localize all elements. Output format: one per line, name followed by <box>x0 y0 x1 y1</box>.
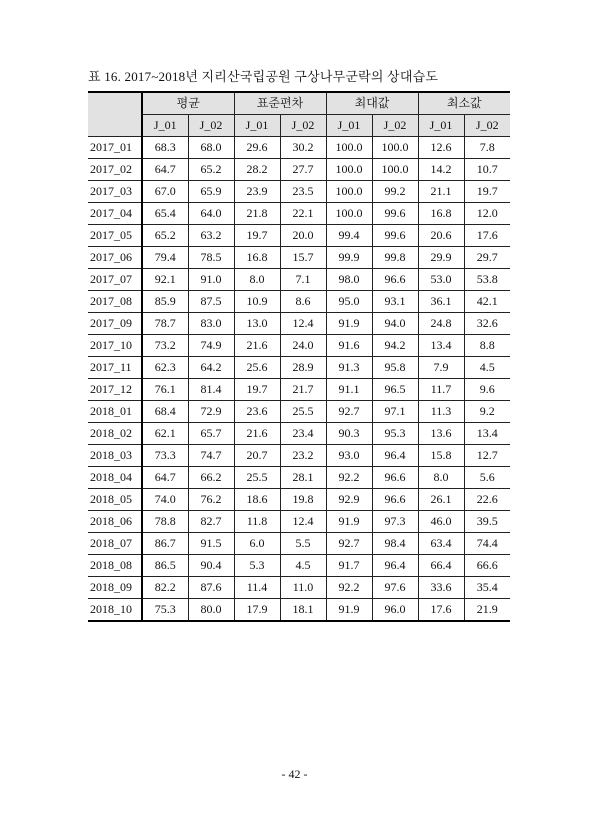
value-cell: 92.7 <box>326 401 372 423</box>
value-cell: 13.0 <box>234 313 280 335</box>
value-cell: 83.0 <box>188 313 234 335</box>
value-cell: 96.5 <box>372 379 418 401</box>
value-cell: 72.9 <box>188 401 234 423</box>
value-cell: 62.3 <box>142 357 188 379</box>
value-cell: 22.1 <box>280 203 326 225</box>
value-cell: 21.1 <box>418 181 464 203</box>
value-cell: 14.2 <box>418 159 464 181</box>
value-cell: 100.0 <box>326 159 372 181</box>
value-cell: 12.0 <box>464 203 510 225</box>
row-label-cell: 2017_04 <box>88 203 142 225</box>
value-cell: 11.3 <box>418 401 464 423</box>
value-cell: 6.0 <box>234 533 280 555</box>
table-row <box>88 533 510 555</box>
value-cell: 39.5 <box>464 511 510 533</box>
value-cell: 99.6 <box>372 203 418 225</box>
table-body <box>88 137 510 622</box>
value-cell: 17.6 <box>464 225 510 247</box>
value-cell: 9.6 <box>464 379 510 401</box>
value-cell: 90.3 <box>326 423 372 445</box>
table-row <box>88 357 510 379</box>
table-row <box>88 467 510 489</box>
value-cell: 13.4 <box>464 423 510 445</box>
value-cell: 16.8 <box>418 203 464 225</box>
sub-header-cell: J_02 <box>188 115 234 137</box>
value-cell: 27.7 <box>280 159 326 181</box>
value-cell: 91.5 <box>188 533 234 555</box>
row-label-cell: 2017_03 <box>88 181 142 203</box>
value-cell: 24.8 <box>418 313 464 335</box>
value-cell: 9.2 <box>464 401 510 423</box>
table-row <box>88 225 510 247</box>
value-cell: 18.6 <box>234 489 280 511</box>
value-cell: 32.6 <box>464 313 510 335</box>
value-cell: 8.0 <box>234 269 280 291</box>
value-cell: 65.9 <box>188 181 234 203</box>
value-cell: 11.0 <box>280 577 326 599</box>
table-row <box>88 445 510 467</box>
humidity-table <box>88 91 510 622</box>
value-cell: 5.5 <box>280 533 326 555</box>
row-label-cell: 2018_07 <box>88 533 142 555</box>
sub-header-cell: J_02 <box>464 115 510 137</box>
group-header-max: 최대값 <box>326 92 418 115</box>
value-cell: 12.6 <box>418 137 464 159</box>
row-label-cell: 2017_09 <box>88 313 142 335</box>
value-cell: 65.2 <box>142 225 188 247</box>
value-cell: 97.3 <box>372 511 418 533</box>
value-cell: 4.5 <box>464 357 510 379</box>
value-cell: 91.1 <box>326 379 372 401</box>
value-cell: 13.4 <box>418 335 464 357</box>
row-label-cell: 2017_01 <box>88 137 142 159</box>
value-cell: 68.0 <box>188 137 234 159</box>
value-cell: 66.2 <box>188 467 234 489</box>
value-cell: 23.9 <box>234 181 280 203</box>
value-cell: 5.6 <box>464 467 510 489</box>
table-row <box>88 181 510 203</box>
value-cell: 99.2 <box>372 181 418 203</box>
value-cell: 53.8 <box>464 269 510 291</box>
value-cell: 100.0 <box>326 137 372 159</box>
value-cell: 5.3 <box>234 555 280 577</box>
sub-header-cell: J_01 <box>142 115 188 137</box>
value-cell: 25.5 <box>234 467 280 489</box>
value-cell: 94.0 <box>372 313 418 335</box>
table-row <box>88 269 510 291</box>
table-row <box>88 137 510 159</box>
table-row <box>88 379 510 401</box>
value-cell: 90.4 <box>188 555 234 577</box>
value-cell: 29.7 <box>464 247 510 269</box>
value-cell: 12.4 <box>280 313 326 335</box>
value-cell: 73.3 <box>142 445 188 467</box>
value-cell: 92.9 <box>326 489 372 511</box>
value-cell: 23.2 <box>280 445 326 467</box>
value-cell: 91.9 <box>326 599 372 622</box>
table-row <box>88 313 510 335</box>
value-cell: 19.7 <box>234 379 280 401</box>
table-row <box>88 555 510 577</box>
value-cell: 64.7 <box>142 159 188 181</box>
value-cell: 87.6 <box>188 577 234 599</box>
value-cell: 23.6 <box>234 401 280 423</box>
row-label-cell: 2018_10 <box>88 599 142 622</box>
value-cell: 91.9 <box>326 313 372 335</box>
table-row <box>88 247 510 269</box>
value-cell: 95.8 <box>372 357 418 379</box>
value-cell: 17.9 <box>234 599 280 622</box>
value-cell: 21.9 <box>464 599 510 622</box>
value-cell: 85.9 <box>142 291 188 313</box>
row-label-cell: 2018_04 <box>88 467 142 489</box>
row-label-cell: 2018_03 <box>88 445 142 467</box>
value-cell: 23.5 <box>280 181 326 203</box>
sub-header-cell: J_02 <box>372 115 418 137</box>
value-cell: 36.1 <box>418 291 464 313</box>
sub-header-row <box>88 115 510 137</box>
value-cell: 20.7 <box>234 445 280 467</box>
value-cell: 30.2 <box>280 137 326 159</box>
value-cell: 81.4 <box>188 379 234 401</box>
value-cell: 100.0 <box>372 159 418 181</box>
value-cell: 16.8 <box>234 247 280 269</box>
page-number: - 42 - <box>281 767 308 781</box>
value-cell: 29.9 <box>418 247 464 269</box>
value-cell: 96.0 <box>372 599 418 622</box>
value-cell: 86.5 <box>142 555 188 577</box>
value-cell: 94.2 <box>372 335 418 357</box>
value-cell: 98.4 <box>372 533 418 555</box>
value-cell: 18.1 <box>280 599 326 622</box>
value-cell: 80.0 <box>188 599 234 622</box>
table-row <box>88 489 510 511</box>
table-row <box>88 159 510 181</box>
sub-header-cell: J_01 <box>326 115 372 137</box>
sub-header-cell: J_01 <box>418 115 464 137</box>
value-cell: 74.4 <box>464 533 510 555</box>
value-cell: 67.0 <box>142 181 188 203</box>
value-cell: 91.6 <box>326 335 372 357</box>
value-cell: 99.6 <box>372 225 418 247</box>
table-row <box>88 203 510 225</box>
sub-header-cell: J_02 <box>280 115 326 137</box>
value-cell: 99.9 <box>326 247 372 269</box>
table-row <box>88 335 510 357</box>
value-cell: 93.1 <box>372 291 418 313</box>
value-cell: 76.2 <box>188 489 234 511</box>
value-cell: 64.0 <box>188 203 234 225</box>
value-cell: 100.0 <box>372 137 418 159</box>
value-cell: 74.7 <box>188 445 234 467</box>
value-cell: 35.4 <box>464 577 510 599</box>
value-cell: 25.5 <box>280 401 326 423</box>
value-cell: 26.1 <box>418 489 464 511</box>
value-cell: 65.4 <box>142 203 188 225</box>
value-cell: 75.3 <box>142 599 188 622</box>
row-label-cell: 2018_02 <box>88 423 142 445</box>
table-row <box>88 511 510 533</box>
value-cell: 73.2 <box>142 335 188 357</box>
value-cell: 64.7 <box>142 467 188 489</box>
value-cell: 87.5 <box>188 291 234 313</box>
value-cell: 12.4 <box>280 511 326 533</box>
value-cell: 4.5 <box>280 555 326 577</box>
group-header-min: 최소값 <box>418 92 510 115</box>
value-cell: 7.8 <box>464 137 510 159</box>
row-label-cell: 2017_11 <box>88 357 142 379</box>
value-cell: 63.2 <box>188 225 234 247</box>
value-cell: 91.9 <box>326 511 372 533</box>
value-cell: 15.8 <box>418 445 464 467</box>
value-cell: 33.6 <box>418 577 464 599</box>
row-label-cell: 2018_01 <box>88 401 142 423</box>
value-cell: 23.4 <box>280 423 326 445</box>
value-cell: 7.9 <box>418 357 464 379</box>
value-cell: 100.0 <box>326 181 372 203</box>
value-cell: 63.4 <box>418 533 464 555</box>
row-label-cell: 2017_10 <box>88 335 142 357</box>
value-cell: 19.7 <box>234 225 280 247</box>
value-cell: 25.6 <box>234 357 280 379</box>
value-cell: 96.4 <box>372 555 418 577</box>
row-label-cell: 2018_05 <box>88 489 142 511</box>
group-header-stddev: 표준편차 <box>234 92 326 115</box>
value-cell: 8.6 <box>280 291 326 313</box>
value-cell: 91.0 <box>188 269 234 291</box>
value-cell: 92.2 <box>326 467 372 489</box>
value-cell: 13.6 <box>418 423 464 445</box>
value-cell: 96.6 <box>372 269 418 291</box>
value-cell: 96.6 <box>372 467 418 489</box>
value-cell: 66.4 <box>418 555 464 577</box>
row-label-cell: 2017_12 <box>88 379 142 401</box>
value-cell: 53.0 <box>418 269 464 291</box>
value-cell: 91.3 <box>326 357 372 379</box>
value-cell: 82.2 <box>142 577 188 599</box>
group-header-mean: 평균 <box>142 92 234 115</box>
value-cell: 68.3 <box>142 137 188 159</box>
value-cell: 15.7 <box>280 247 326 269</box>
value-cell: 76.1 <box>142 379 188 401</box>
value-cell: 74.0 <box>142 489 188 511</box>
value-cell: 99.4 <box>326 225 372 247</box>
value-cell: 100.0 <box>326 203 372 225</box>
value-cell: 78.5 <box>188 247 234 269</box>
value-cell: 24.0 <box>280 335 326 357</box>
value-cell: 99.8 <box>372 247 418 269</box>
value-cell: 96.4 <box>372 445 418 467</box>
value-cell: 20.6 <box>418 225 464 247</box>
value-cell: 46.0 <box>418 511 464 533</box>
value-cell: 96.6 <box>372 489 418 511</box>
value-cell: 11.8 <box>234 511 280 533</box>
value-cell: 22.6 <box>464 489 510 511</box>
value-cell: 28.2 <box>234 159 280 181</box>
value-cell: 17.6 <box>418 599 464 622</box>
value-cell: 19.7 <box>464 181 510 203</box>
table-caption: 표 16. 2017~2018년 지리산국립공원 구상나무군락의 상대습도 <box>88 69 439 84</box>
value-cell: 82.7 <box>188 511 234 533</box>
value-cell: 10.7 <box>464 159 510 181</box>
value-cell: 21.6 <box>234 423 280 445</box>
row-label-cell: 2017_05 <box>88 225 142 247</box>
value-cell: 92.7 <box>326 533 372 555</box>
value-cell: 29.6 <box>234 137 280 159</box>
group-header-row <box>88 92 510 115</box>
value-cell: 74.9 <box>188 335 234 357</box>
row-label-cell: 2017_06 <box>88 247 142 269</box>
value-cell: 91.7 <box>326 555 372 577</box>
value-cell: 7.1 <box>280 269 326 291</box>
value-cell: 11.7 <box>418 379 464 401</box>
value-cell: 68.4 <box>142 401 188 423</box>
value-cell: 12.7 <box>464 445 510 467</box>
sub-header-cell: J_01 <box>234 115 280 137</box>
value-cell: 21.7 <box>280 379 326 401</box>
row-label-cell: 2018_08 <box>88 555 142 577</box>
value-cell: 92.2 <box>326 577 372 599</box>
row-label-cell: 2018_06 <box>88 511 142 533</box>
value-cell: 79.4 <box>142 247 188 269</box>
value-cell: 92.1 <box>142 269 188 291</box>
value-cell: 28.9 <box>280 357 326 379</box>
value-cell: 78.8 <box>142 511 188 533</box>
value-cell: 78.7 <box>142 313 188 335</box>
value-cell: 11.4 <box>234 577 280 599</box>
value-cell: 65.7 <box>188 423 234 445</box>
row-label-cell: 2018_09 <box>88 577 142 599</box>
row-label-cell: 2017_08 <box>88 291 142 313</box>
value-cell: 65.2 <box>188 159 234 181</box>
table-row <box>88 599 510 622</box>
value-cell: 8.0 <box>418 467 464 489</box>
value-cell: 62.1 <box>142 423 188 445</box>
value-cell: 95.3 <box>372 423 418 445</box>
value-cell: 93.0 <box>326 445 372 467</box>
value-cell: 8.8 <box>464 335 510 357</box>
value-cell: 86.7 <box>142 533 188 555</box>
value-cell: 19.8 <box>280 489 326 511</box>
table-row <box>88 423 510 445</box>
value-cell: 98.0 <box>326 269 372 291</box>
value-cell: 64.2 <box>188 357 234 379</box>
value-cell: 66.6 <box>464 555 510 577</box>
value-cell: 21.8 <box>234 203 280 225</box>
table-row <box>88 577 510 599</box>
value-cell: 97.6 <box>372 577 418 599</box>
table-row <box>88 291 510 313</box>
value-cell: 10.9 <box>234 291 280 313</box>
value-cell: 95.0 <box>326 291 372 313</box>
row-label-cell: 2017_07 <box>88 269 142 291</box>
corner-header-cell <box>88 92 142 137</box>
row-label-cell: 2017_02 <box>88 159 142 181</box>
value-cell: 20.0 <box>280 225 326 247</box>
value-cell: 97.1 <box>372 401 418 423</box>
value-cell: 42.1 <box>464 291 510 313</box>
table-row <box>88 401 510 423</box>
value-cell: 28.1 <box>280 467 326 489</box>
value-cell: 21.6 <box>234 335 280 357</box>
